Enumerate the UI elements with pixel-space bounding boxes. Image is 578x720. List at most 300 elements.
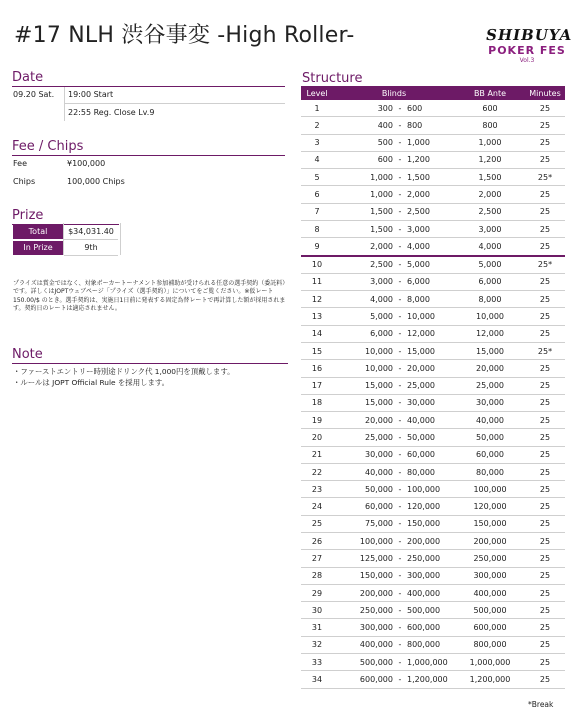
small-blind: 300,000 [359, 623, 393, 633]
structure-heading: Structure [302, 71, 363, 86]
ante-cell: 120,000 [455, 498, 525, 515]
blinds-cell [333, 671, 455, 688]
small-blind: 400,000 [359, 640, 393, 650]
chips-value: 100,000 Chips [67, 177, 125, 186]
level-cell: 12 [301, 291, 333, 308]
level-cell: 1 [301, 100, 333, 117]
minutes-cell: 25 [525, 619, 565, 636]
header-minutes: Minutes [525, 86, 565, 100]
table-row [301, 446, 565, 463]
header-blinds: Blinds [333, 86, 455, 100]
table-row [301, 515, 565, 532]
small-blind: 600 [377, 155, 393, 165]
minutes-cell: 25 [525, 481, 565, 498]
level-cell: 9 [301, 238, 333, 256]
table-row [301, 308, 565, 325]
blinds-cell [333, 238, 455, 256]
ante-cell: 12,000 [455, 325, 525, 342]
table-row [301, 291, 565, 308]
small-blind: 20,000 [365, 415, 393, 425]
blinds-cell [333, 619, 455, 636]
ante-cell: 60,000 [455, 446, 525, 463]
small-blind: 60,000 [365, 502, 393, 512]
small-blind: 6,000 [370, 329, 393, 339]
ante-cell: 6,000 [455, 273, 525, 290]
small-blind: 1,000 [370, 190, 393, 200]
big-blind: 1,200,000 [407, 674, 448, 684]
level-cell: 15 [301, 342, 333, 359]
ante-cell: 600,000 [455, 619, 525, 636]
table-row [301, 273, 565, 290]
table-row [301, 169, 565, 186]
ante-cell: 1,000,000 [455, 654, 525, 671]
blind-separator: - [398, 120, 402, 130]
ante-cell: 25,000 [455, 377, 525, 394]
level-cell: 29 [301, 584, 333, 601]
minutes-cell: 25* [525, 342, 565, 359]
blind-separator: - [398, 519, 402, 529]
blind-separator: - [398, 207, 402, 217]
minutes-cell: 25 [525, 584, 565, 601]
table-row [301, 238, 565, 256]
small-blind: 10,000 [365, 363, 393, 373]
logo-line-1: SHIBUYA [484, 26, 574, 44]
ante-cell: 800 [455, 117, 525, 134]
blinds-cell [333, 308, 455, 325]
blinds-cell [333, 256, 455, 274]
blind-separator: - [398, 623, 402, 633]
small-blind: 15,000 [365, 398, 393, 408]
small-blind: 4,000 [370, 294, 393, 304]
blind-separator: - [398, 640, 402, 650]
blinds-cell [333, 515, 455, 532]
table-row [301, 186, 565, 203]
big-blind: 2,500 [407, 207, 430, 217]
event-logo [484, 26, 574, 76]
blind-separator: - [398, 224, 402, 234]
blind-separator: - [398, 241, 402, 251]
ante-cell: 300,000 [455, 567, 525, 584]
ante-cell: 400,000 [455, 584, 525, 601]
note-line-1: ・ファーストエントリー時別途ドリンク代 1,000円を頂戴します。 [13, 367, 235, 376]
prize-total-value: $34,031.40 [64, 225, 118, 240]
small-blind: 500 [377, 138, 393, 148]
structure-header-row [301, 86, 565, 100]
blind-separator: - [398, 155, 402, 165]
table-row [301, 567, 565, 584]
blind-separator: - [398, 415, 402, 425]
minutes-cell: 25 [525, 360, 565, 377]
minutes-cell: 25 [525, 533, 565, 550]
blinds-cell [333, 446, 455, 463]
blinds-cell [333, 325, 455, 342]
minutes-cell: 25 [525, 654, 565, 671]
note-heading: Note [12, 347, 288, 364]
page-title: #17 NLH 渋谷事変 -High Roller- [14, 23, 355, 48]
date-day: 09.20 Sat. [13, 90, 55, 99]
big-blind: 25,000 [407, 381, 435, 391]
small-blind: 1,500 [370, 224, 393, 234]
table-row [301, 220, 565, 237]
table-row [301, 256, 565, 274]
table-row [301, 584, 565, 601]
table-row [301, 377, 565, 394]
ante-cell: 500,000 [455, 602, 525, 619]
blind-separator: - [398, 172, 402, 182]
table-row [301, 394, 565, 411]
ante-cell: 600 [455, 100, 525, 117]
small-blind: 50,000 [365, 484, 393, 494]
blind-separator: - [398, 103, 402, 113]
ante-cell: 80,000 [455, 463, 525, 480]
big-blind: 3,000 [407, 224, 430, 234]
minutes-cell: 25 [525, 429, 565, 446]
level-cell: 23 [301, 481, 333, 498]
blind-separator: - [398, 294, 402, 304]
minutes-cell: 25 [525, 325, 565, 342]
level-cell: 2 [301, 117, 333, 134]
table-row [301, 654, 565, 671]
date-start: 19:00 Start [68, 90, 114, 99]
table-row [301, 498, 565, 515]
minutes-cell: 25 [525, 151, 565, 168]
small-blind: 15,000 [365, 381, 393, 391]
blind-separator: - [398, 605, 402, 615]
small-blind: 40,000 [365, 467, 393, 477]
minutes-cell: 25* [525, 256, 565, 274]
minutes-cell: 25* [525, 169, 565, 186]
minutes-cell: 25 [525, 308, 565, 325]
level-cell: 32 [301, 636, 333, 653]
table-row [301, 429, 565, 446]
prize-total-label: Total [13, 225, 63, 239]
table-row [301, 463, 565, 480]
ante-cell: 800,000 [455, 636, 525, 653]
table-row [301, 533, 565, 550]
blinds-cell [333, 117, 455, 134]
date-heading: Date [12, 70, 285, 87]
blind-separator: - [398, 553, 402, 563]
blinds-cell [333, 134, 455, 151]
blinds-cell [333, 377, 455, 394]
level-cell: 26 [301, 533, 333, 550]
blind-separator: - [398, 536, 402, 546]
big-blind: 600 [407, 103, 423, 113]
blinds-cell [333, 602, 455, 619]
structure-table [301, 86, 565, 689]
ante-cell: 4,000 [455, 238, 525, 256]
minutes-cell: 25 [525, 636, 565, 653]
date-reg-close: 22:55 Reg. Close Lv.9 [68, 108, 155, 117]
minutes-cell: 25 [525, 220, 565, 237]
table-row [301, 134, 565, 151]
blind-separator: - [398, 398, 402, 408]
table-row [301, 550, 565, 567]
big-blind: 5,000 [407, 260, 430, 270]
table-row [301, 481, 565, 498]
fee-heading: Fee / Chips [12, 139, 285, 156]
date-divider [64, 87, 65, 121]
small-blind: 3,000 [370, 277, 393, 287]
blind-separator: - [398, 363, 402, 373]
blind-separator: - [398, 484, 402, 494]
minutes-cell: 25 [525, 377, 565, 394]
big-blind: 50,000 [407, 432, 435, 442]
minutes-cell: 25 [525, 117, 565, 134]
level-cell: 19 [301, 412, 333, 429]
minutes-cell: 25 [525, 203, 565, 220]
blinds-cell [333, 481, 455, 498]
minutes-cell: 25 [525, 515, 565, 532]
big-blind: 1,200 [407, 155, 430, 165]
blind-separator: - [398, 190, 402, 200]
ante-cell: 50,000 [455, 429, 525, 446]
ante-cell: 1,200 [455, 151, 525, 168]
ante-cell: 40,000 [455, 412, 525, 429]
level-cell: 22 [301, 463, 333, 480]
big-blind: 6,000 [407, 277, 430, 287]
blind-separator: - [398, 502, 402, 512]
big-blind: 400,000 [407, 588, 441, 598]
level-cell: 25 [301, 515, 333, 532]
table-row [301, 671, 565, 688]
fee-label: Fee [13, 159, 28, 168]
blind-separator: - [398, 329, 402, 339]
level-cell: 7 [301, 203, 333, 220]
chips-label: Chips [13, 177, 36, 186]
blind-separator: - [398, 346, 402, 356]
ante-cell: 200,000 [455, 533, 525, 550]
blinds-cell [333, 550, 455, 567]
table-row [301, 602, 565, 619]
table-row [301, 203, 565, 220]
date-row-rule [64, 103, 285, 104]
blinds-cell [333, 584, 455, 601]
small-blind: 250,000 [359, 605, 393, 615]
big-blind: 2,000 [407, 190, 430, 200]
minutes-cell: 25 [525, 498, 565, 515]
header-level: Level [301, 86, 333, 100]
blind-separator: - [398, 432, 402, 442]
ante-cell: 8,000 [455, 291, 525, 308]
small-blind: 1,500 [370, 207, 393, 217]
level-cell: 33 [301, 654, 333, 671]
table-row [301, 100, 565, 117]
minutes-cell: 25 [525, 463, 565, 480]
break-footnote: *Break [528, 700, 554, 709]
level-cell: 14 [301, 325, 333, 342]
big-blind: 250,000 [407, 553, 441, 563]
big-blind: 120,000 [407, 502, 441, 512]
big-blind: 10,000 [407, 312, 435, 322]
blinds-cell [333, 498, 455, 515]
small-blind: 600,000 [359, 674, 393, 684]
logo-line-3: Vol.3 [519, 57, 535, 64]
blinds-cell [333, 151, 455, 168]
blind-separator: - [398, 571, 402, 581]
big-blind: 150,000 [407, 519, 441, 529]
big-blind: 20,000 [407, 363, 435, 373]
blinds-cell [333, 100, 455, 117]
minutes-cell: 25 [525, 550, 565, 567]
minutes-cell: 25 [525, 134, 565, 151]
level-cell: 13 [301, 308, 333, 325]
small-blind: 10,000 [365, 346, 393, 356]
big-blind: 8,000 [407, 294, 430, 304]
level-cell: 27 [301, 550, 333, 567]
big-blind: 600,000 [407, 623, 441, 633]
blind-separator: - [398, 674, 402, 684]
level-cell: 11 [301, 273, 333, 290]
small-blind: 5,000 [370, 312, 393, 322]
table-row [301, 412, 565, 429]
level-cell: 8 [301, 220, 333, 237]
table-row [301, 151, 565, 168]
table-row [301, 342, 565, 359]
small-blind: 75,000 [365, 519, 393, 529]
big-blind: 15,000 [407, 346, 435, 356]
big-blind: 800 [407, 120, 423, 130]
ante-cell: 1,500 [455, 169, 525, 186]
prize-heading: Prize [12, 208, 119, 225]
small-blind: 500,000 [359, 657, 393, 667]
blinds-cell [333, 394, 455, 411]
blinds-cell [333, 203, 455, 220]
blinds-cell [333, 291, 455, 308]
blinds-cell [333, 429, 455, 446]
prize-inprize-label: In Prize [13, 241, 63, 255]
small-blind: 125,000 [359, 553, 393, 563]
fee-value: ¥100,000 [67, 159, 106, 168]
big-blind: 4,000 [407, 241, 430, 251]
minutes-cell: 25 [525, 671, 565, 688]
small-blind: 2,000 [370, 241, 393, 251]
blind-separator: - [398, 657, 402, 667]
blinds-cell [333, 636, 455, 653]
blind-separator: - [398, 588, 402, 598]
level-cell: 20 [301, 429, 333, 446]
blinds-cell [333, 220, 455, 237]
small-blind: 2,500 [370, 260, 393, 270]
header-ante: BB Ante [455, 86, 525, 100]
blind-separator: - [398, 467, 402, 477]
level-cell: 16 [301, 360, 333, 377]
big-blind: 30,000 [407, 398, 435, 408]
level-cell: 4 [301, 151, 333, 168]
ante-cell: 20,000 [455, 360, 525, 377]
ante-cell: 5,000 [455, 256, 525, 274]
level-cell: 30 [301, 602, 333, 619]
big-blind: 12,000 [407, 329, 435, 339]
minutes-cell: 25 [525, 186, 565, 203]
blinds-cell [333, 412, 455, 429]
small-blind: 1,000 [370, 172, 393, 182]
minutes-cell: 25 [525, 602, 565, 619]
big-blind: 800,000 [407, 640, 441, 650]
big-blind: 1,000 [407, 138, 430, 148]
blind-separator: - [398, 381, 402, 391]
blind-separator: - [398, 450, 402, 460]
level-cell: 21 [301, 446, 333, 463]
ante-cell: 30,000 [455, 394, 525, 411]
prize-inprize-value: 9th [64, 241, 118, 256]
minutes-cell: 25 [525, 567, 565, 584]
table-row [301, 325, 565, 342]
small-blind: 400 [377, 120, 393, 130]
small-blind: 200,000 [359, 588, 393, 598]
ante-cell: 100,000 [455, 481, 525, 498]
big-blind: 200,000 [407, 536, 441, 546]
ante-cell: 1,000 [455, 134, 525, 151]
big-blind: 40,000 [407, 415, 435, 425]
blind-separator: - [398, 138, 402, 148]
small-blind: 300 [377, 103, 393, 113]
ante-cell: 3,000 [455, 220, 525, 237]
big-blind: 80,000 [407, 467, 435, 477]
big-blind: 1,000,000 [407, 657, 448, 667]
ante-cell: 250,000 [455, 550, 525, 567]
small-blind: 30,000 [365, 450, 393, 460]
ante-cell: 2,000 [455, 186, 525, 203]
big-blind: 1,500 [407, 172, 430, 182]
level-cell: 18 [301, 394, 333, 411]
level-cell: 24 [301, 498, 333, 515]
prize-fine-print: プライズは賞金ではなく、対象ポーカートーナメント参加補助が受けられる任意の選手契約（委託料）です。詳しくはJOPTウェブページ「プライズ（選手契約）」についてをご覧ください。※仮レート 150.00/$ のとき。選手契約は、実施日1日前に発表する固定為替レートで再計算した額が採用されます。契約日のレートは適応されません。 [13, 280, 286, 313]
blind-separator: - [398, 260, 402, 270]
table-row [301, 117, 565, 134]
big-blind: 100,000 [407, 484, 441, 494]
blinds-cell [333, 654, 455, 671]
minutes-cell: 25 [525, 446, 565, 463]
level-cell: 28 [301, 567, 333, 584]
small-blind: 25,000 [365, 432, 393, 442]
ante-cell: 150,000 [455, 515, 525, 532]
big-blind: 500,000 [407, 605, 441, 615]
note-line-2: ・ルールは JOPT Official Rule を採用します。 [13, 378, 170, 387]
blinds-cell [333, 533, 455, 550]
ante-cell: 10,000 [455, 308, 525, 325]
minutes-cell: 25 [525, 291, 565, 308]
level-cell: 10 [301, 256, 333, 274]
ante-cell: 2,500 [455, 203, 525, 220]
blinds-cell [333, 273, 455, 290]
level-cell: 17 [301, 377, 333, 394]
big-blind: 300,000 [407, 571, 441, 581]
minutes-cell: 25 [525, 100, 565, 117]
big-blind: 60,000 [407, 450, 435, 460]
table-row [301, 619, 565, 636]
note-body [13, 366, 293, 388]
level-cell: 6 [301, 186, 333, 203]
blind-separator: - [398, 277, 402, 287]
level-cell: 5 [301, 169, 333, 186]
table-row [301, 360, 565, 377]
level-cell: 3 [301, 134, 333, 151]
small-blind: 150,000 [359, 571, 393, 581]
blinds-cell [333, 360, 455, 377]
ante-cell: 15,000 [455, 342, 525, 359]
table-row [301, 636, 565, 653]
blinds-cell [333, 463, 455, 480]
blinds-cell [333, 169, 455, 186]
minutes-cell: 25 [525, 394, 565, 411]
minutes-cell: 25 [525, 238, 565, 256]
minutes-cell: 25 [525, 273, 565, 290]
small-blind: 100,000 [359, 536, 393, 546]
minutes-cell: 25 [525, 412, 565, 429]
blind-separator: - [398, 312, 402, 322]
blinds-cell [333, 186, 455, 203]
